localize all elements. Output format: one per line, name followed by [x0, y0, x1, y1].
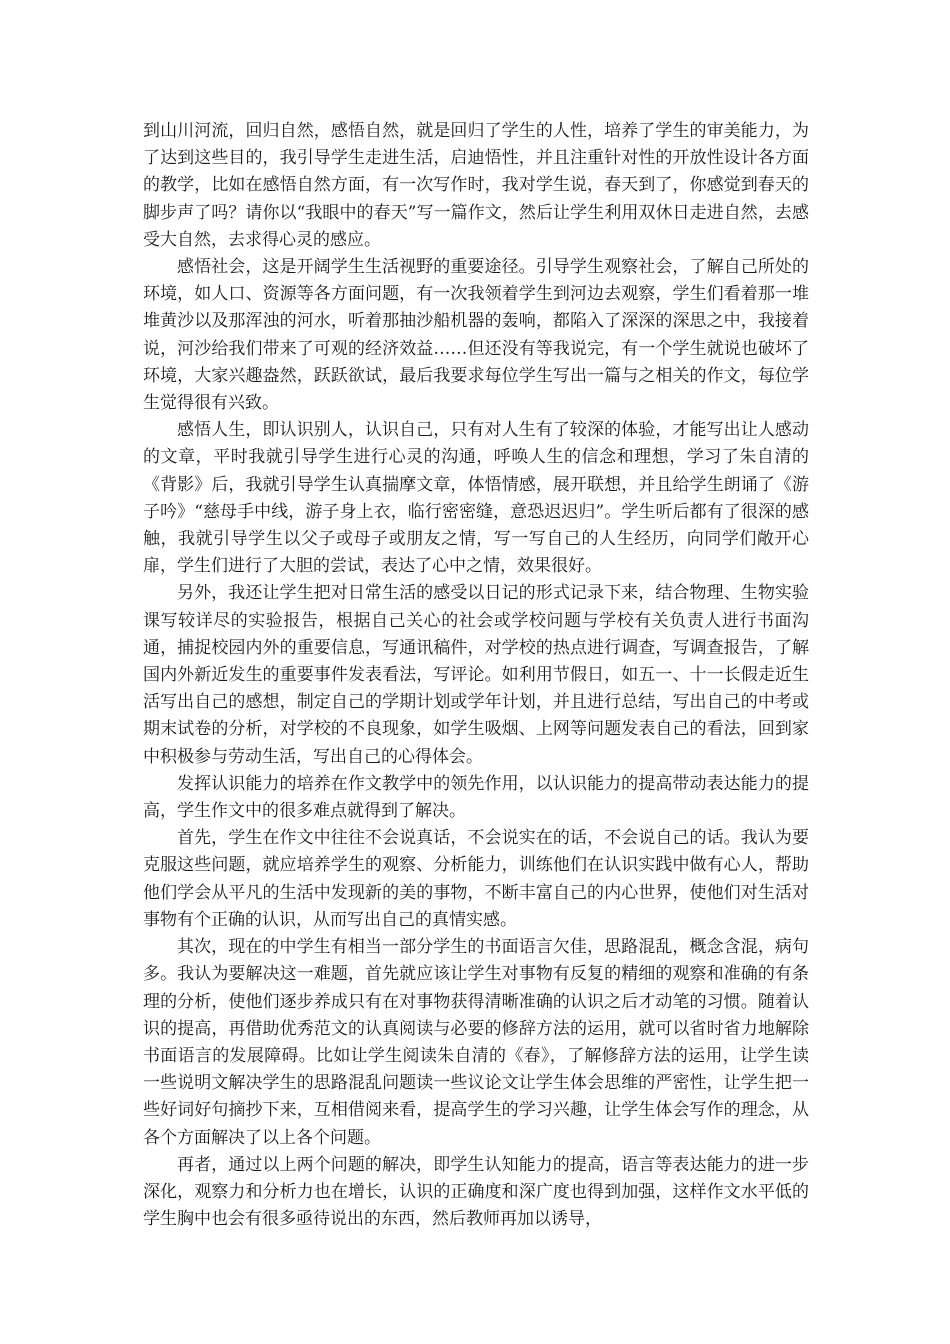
paragraph-life: 感悟人生，即认识别人，认识自己，只有对人生有了较深的体验，才能写出让人感动的文章，平时我就引导学生进行心灵的沟通，呼唤人生的信念和理想，学习了朱自清的《背影》后，我就引导学生认真揣摩文章，体悟情感，展开联想，并且给学生朗诵了《游子吟》“慈母手中线，游子身上衣，临行密密缝，意恐迟迟归”。学生听后都有了很深的感触，我就引导学生以父子或母子或朋友之情，写一写自己的人生经历，向同学们敞开心扉，学生们进行了大胆的尝试，表达了心中之情，效果很好。	[143, 420, 809, 577]
paragraph-society: 感悟社会，这是开阔学生生活视野的重要途径。引导学生观察社会，了解自己所处的环境，如人口、资源等各方面问题，有一次我领着学生到河边去观察，学生们看着那一堆堆黄沙以及那浑浊的河水，听着那抽沙船机器的轰响，都陷入了深深的深思之中，我接着说，河沙给我们带来了可观的经济效益……但还没有等我说完，有一个学生就说也破坏了环境，大家兴趣盎然，跃跃欲试，最后我要求每位学生写出一篇与之相关的作文，每位学生觉得很有兴致。	[143, 257, 809, 414]
paragraph-diary: 另外，我还让学生把对日常生活的感受以日记的形式记录下来，结合物理、生物实验课写较详尽的实验报告，根据自己关心的社会或学校问题与学校有关负责人进行书面沟通，捕捉校园内外的重要信息，写通讯稿件，对学校的热点进行调查，写调查报告，了解国内外新近发生的重要事件发表看法，写评论。如利用节假日，如五一、十一长假走近生活写出自己的感想，制定自己的学期计划或学年计划，并且进行总结，写出自己的中考或期末试卷的分析，对学校的不良现象，如学生吸烟、上网等问题发表自己的看法，回到家中积极参与劳动生活，写出自己的心得体会。	[143, 583, 809, 767]
paragraph-second: 其次，现在的中学生有相当一部分学生的书面语言欠佳，思路混乱，概念含混，病句多。我认为要解决这一难题，首先就应该让学生对事物有反复的精细的观察和准确的有条理的分析，使他们逐步养成只有在对事物获得清晰准确的认识之后才动笔的习惯。随着认识的提高，再借助优秀范文的认真阅读与必要的修辞方法的运用，就可以省时省力地解除书面语言的发展障碍。比如让学生阅读朱自清的《春》，了解修辞方法的运用，让学生读一些说明文解决学生的思路混乱问题读一些议论文让学生体会思维的严密性，让学生把一些好词好句摘抄下来，互相借阅来看，提高学生的学习兴趣，让学生体会写作的理念，从各个方面解决了以上各个问题。	[143, 937, 809, 1148]
paragraph-first: 首先，学生在作文中往往不会说真话，不会说实在的话，不会说自己的话。我认为要克服这些问题，就应培养学生的观察、分析能力，训练他们在认识实践中做有心人，帮助他们学会从平凡的生活中发现新的美的事物，不断丰富自己的内心世界，使他们对生活对事物有个正确的认识，从而写出自己的真情实感。	[143, 828, 809, 930]
paragraph-third: 再者，通过以上两个问题的解决，即学生认知能力的提高，语言等表达能力的进一步深化，观察力和分析力也在增长，认识的正确度和深广度也得到加强，这样作文水平低的学生胸中也会有很多亟待说出的东西，然后教师再加以诱导，	[143, 1154, 809, 1230]
paragraph-cognition: 发挥认识能力的培养在作文教学中的领先作用，以认识能力的提高带动表达能力的提高，学生作文中的很多难点就得到了解决。	[143, 773, 809, 822]
paragraph-continuation: 到山川河流，回归自然，感悟自然，就是回归了学生的人性，培养了学生的审美能力，为了达到这些目的，我引导学生走进生活，启迪悟性，并且注重针对性的开放性设计各方面的教学，比如在感悟自然方面，有一次写作时，我对学生说，春天到了，你感觉到春天的脚步声了吗？请你以“我眼中的春天”写一篇作文，然后让学生利用双休日走进自然，去感受大自然，去求得心灵的感应。	[143, 121, 809, 250]
document-body	[143, 118, 809, 1233]
